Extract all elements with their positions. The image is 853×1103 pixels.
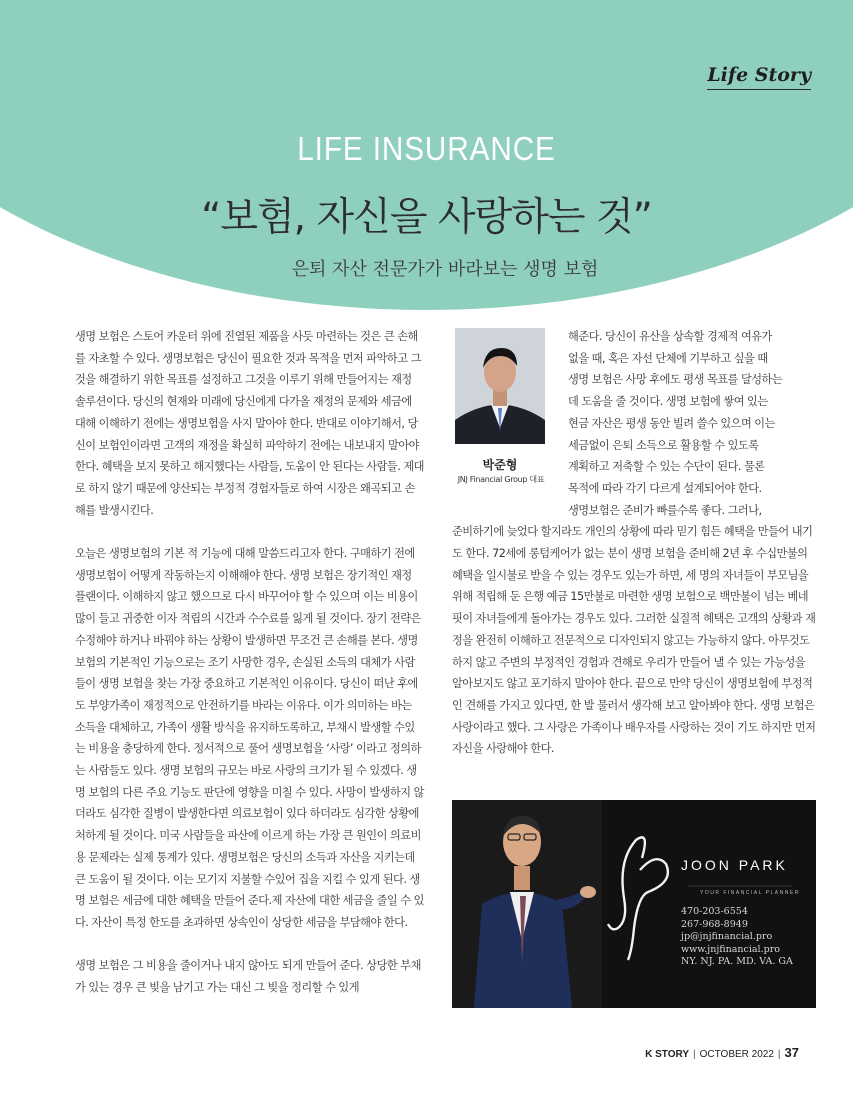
ad-contact-list	[681, 906, 793, 969]
article-line: 없을 때, 혹은 자선 단체에 기부하고 싶을 때	[568, 351, 768, 365]
author-title: JNJ Financial Group 대표	[457, 475, 545, 484]
article-line: 데 도움을 줄 것이다. 생명 보험에 쌓여 있는	[568, 395, 768, 409]
footer-issue: OCTOBER 2022	[699, 1049, 774, 1060]
article-line: 계획하고 저축할 수 있는 수단이 된다. 물론	[568, 460, 765, 474]
article-line: 생명보험은 준비가 빠를수록 좋다. 그러나,	[568, 503, 762, 517]
author-name: 박준형	[482, 458, 518, 472]
ad-phone: 470-203-6554	[681, 906, 748, 917]
ad-phone: 267-968-8949	[681, 918, 748, 930]
ad-regions: NY. NJ. PA. MD. VA. GA	[681, 956, 793, 967]
article-lines-beside-photo	[452, 326, 817, 521]
article-paragraph: 오늘은 생명보험의 기본 적 기능에 대해 말씀드리고자 한다. 구매하기 전에 생명보험이 어떻게 작동하는지 이해해야 한다. 생명 보험은 장기적인 재정 플랜이다. 이해하지 않고 했으므로 다시 바꾸어야 할 수 있으며 이는 비용이 많이 들고 귀중한 이자 적립의 시간과 수수료를 잃게 될 것이다. 장기 전략은 수정해야 하거나 바꿔야 하는 상황이 발생하면 무조건 큰 손해를 본다. 생명보험의 기본적인 기능으로는 조기 사망한 경우, 손실된 소득의 대체가 사람들이 생명 보험을 찾는 가장 중요하고 기본적인 이유이다. 당신이 떠난 후에도 부양가족이 재정적으로 안전하기를 바라는 이유다. 이가 의미하는 바는 소득을 대체하고, 가족이 생활 방식을 유지하도록하고, 부채시 발생할 수있는 비용을 충당하게 한다. 정서적으로 풀어 생명보험을 ‘사랑’ 이라고 정의하는 사람들도 있다. 생명 보험의 규모는 바로 사랑의 크기가 될 수 있겠다. 생명 보험의 다른 주요 기능도 판단에 영향을 미칠 수 있다. 사망이 발생하지 않더라도 심각한 질병이 발생한다면 의료보험이 있다 하더라도 심각한 상황에 처하게 될 것이다. 미국 사람들을 파산에 이르게 하는 가장 큰 원인이 의료비용 문제라는 실제 통계가 있다. 생명보험은 당신의 소득과 자산을 지키는데 큰 도움이 될 것이다. 이는 모기지 지불할 수있어 집을 지킬 수 있게 된다. 생명 보험은 세금에 대한 혜택을 만들어 준다.제 자산에 대한 세금을 줄일 수 있다. 자산이 특정 한도를 초과하면 상속인이 상당한 세금을 부담해야 한다.	[75, 547, 424, 929]
headline: “보험, 자신을 사랑하는 것”	[201, 195, 652, 240]
ad-artwork	[452, 800, 816, 1008]
article-line: 목적에 따라 각기 다르게 설계되어야 한다.	[568, 481, 762, 495]
article-line: 해준다. 당신이 유산을 상속할 경제적 여유가	[568, 330, 772, 343]
ad-name: JOON PARK	[681, 857, 788, 873]
footer-separator: |	[777, 1049, 781, 1060]
kicker: LIFE INSURANCE	[297, 130, 556, 167]
page-footer	[645, 1045, 799, 1060]
ad-website: www.jnjfinancial.pro	[681, 943, 780, 955]
article-line: 현금 자산은 평생 동안 빌려 쓸수 있으며 이는	[568, 416, 775, 430]
advertisement	[452, 800, 816, 1008]
article-paragraph: 생명 보험은 스토어 카운터 위에 진열된 제품을 사듯 마련하는 것은 큰 손해를 자초할 수 있다. 생명보험은 당신이 필요한 것과 목적을 먼저 파악하고 그것을 해결하기 위한 목표를 설정하고 그것을 이루기 위해 만들어지는 재정 솔루션이다. 당신의 현재와 미래에 당신에게 다가올 재정의 문제와 세금에 대해 이해하기 전에는 생명보험을 사지 말아야 한다. 반대로 이야기해서, 당신이 보험인이라면 고객의 재정을 확실히 파악하기 전에는 내보내지 말아야 한다. 혜택을 보지 못하고 해지했다는 사람들, 도움이 안 된다는 사람들. 제대로 하지 않기 때문에 양산되는 부정적 경험자들로 하여 시장은 왜곡되고 손해를 발생시킨다.	[75, 330, 424, 517]
subheadline: 은퇴 자산 전문가가 바라보는 생명 보험	[291, 259, 599, 280]
article-paragraph: 준비하기에 늦었다 할지라도 개인의 상황에 따라 믿기 힘든 혜택을 만들어 내기도 한다. 72세에 롱텀케어가 없는 분이 생명 보험을 준비해 2년 후 수십만불의 혜택을 일시불로 받을 수 있는 경우도 있는가 하면, 세 명의 자녀들이 부모님을 위해 적립해 둔 은행 예금 15만불로 마련한 생명 보험으로 백만불이 넘는 베네핏이 자녀들에게 돌아가는 경우도 있다. 그러한 실질적 혜택은 고객의 상황과 재정을 완전히 이해하고 전문적으로 디자인되지 않고는 가능하지 않다. 아무것도 하지 않고 주변의 부정적인 경험과 견해로 우리가 만들어 낼 수 있는 가능성을 알아보지도 않고 포기하지 말아야 한다. 끝으로 만약 당신이 생명보험에 부정적인 견해를 가지고 있다면, 한 발 물러서 생각해 보고 알아봐야 한다. 생명 보험은 사랑이라고 했다. 그 사랑은 가족이나 배우자를 사랑하는 것이 기도 하지만 먼저 자신을 사랑해야 한다.	[452, 525, 816, 756]
article-line: 생명 보험은 사망 후에도 평생 목표를 달성하는	[568, 373, 783, 387]
section-tag: Life Story	[707, 64, 811, 90]
ad-tagline: YOUR FINANCIAL PLANNER	[700, 890, 800, 896]
article-column-right	[452, 326, 817, 760]
article-paragraph: 생명 보험은 그 비용을 줄이거나 내지 않아도 되게 만들어 준다. 상당한 부채가 있는 경우 큰 빚을 남기고 가는 대신 그 빚을 정리할 수 있게	[75, 959, 421, 995]
ad-email: jp@jnjfinancial.pro	[681, 931, 773, 942]
page-number: 37	[784, 1045, 799, 1060]
footer-publication: K STORY	[645, 1049, 690, 1060]
footer-separator: |	[693, 1049, 696, 1060]
article-column-left	[75, 326, 425, 999]
article-line: 세금없이 은퇴 소득으로 활용할 수 있도록	[568, 438, 759, 452]
